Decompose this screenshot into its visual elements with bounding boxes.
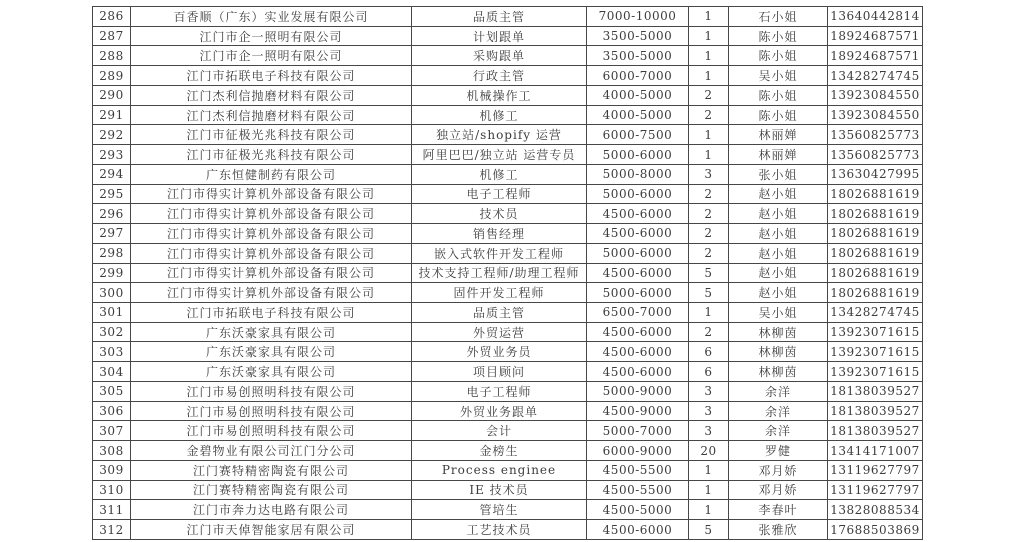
- row-number-cell: 309: [93, 460, 131, 480]
- headcount-cell: 3: [689, 381, 729, 401]
- table-row: [93, 85, 923, 105]
- contact-person-cell: 石小姐: [729, 7, 828, 27]
- job-position-cell: 外贸运营: [412, 322, 587, 342]
- phone-number-cell: 13428274745: [828, 303, 923, 323]
- company-name-cell: 百香顺（广东）实业发展有限公司: [131, 7, 412, 27]
- salary-range-cell: 5000-6000: [587, 184, 689, 204]
- table-row: [93, 243, 923, 263]
- job-position-cell: 项目顾问: [412, 362, 587, 382]
- row-number-cell: 291: [93, 105, 131, 125]
- job-position-cell: 外贸业务跟单: [412, 401, 587, 421]
- salary-range-cell: 3500-5000: [587, 46, 689, 66]
- company-name-cell: 江门市企一照明有限公司: [131, 26, 412, 46]
- company-name-cell: 江门市企一照明有限公司: [131, 46, 412, 66]
- job-position-cell: 阿里巴巴/独立站 运营专员: [412, 145, 587, 165]
- contact-person-cell: 赵小姐: [729, 263, 828, 283]
- phone-number-cell: 13923084550: [828, 105, 923, 125]
- row-number-cell: 293: [93, 145, 131, 165]
- table-row: [93, 362, 923, 382]
- phone-number-cell: 18138039527: [828, 401, 923, 421]
- row-number-cell: 310: [93, 480, 131, 500]
- company-name-cell: 广东沃豪家具有限公司: [131, 322, 412, 342]
- job-listings-table: [92, 6, 923, 540]
- salary-range-cell: 6000-9000: [587, 441, 689, 461]
- row-number-cell: 298: [93, 243, 131, 263]
- contact-person-cell: 邓月娇: [729, 480, 828, 500]
- salary-range-cell: 5000-7000: [587, 421, 689, 441]
- phone-number-cell: 13923071615: [828, 362, 923, 382]
- job-position-cell: 采购跟单: [412, 46, 587, 66]
- job-position-cell: 机修工: [412, 164, 587, 184]
- contact-person-cell: 赵小姐: [729, 184, 828, 204]
- salary-range-cell: 4000-5000: [587, 105, 689, 125]
- contact-person-cell: 林柳茵: [729, 322, 828, 342]
- job-position-cell: 机械操作工: [412, 85, 587, 105]
- row-number-cell: 302: [93, 322, 131, 342]
- salary-range-cell: 5000-6000: [587, 243, 689, 263]
- company-name-cell: 广东沃豪家具有限公司: [131, 362, 412, 382]
- company-name-cell: 江门赛特精密陶瓷有限公司: [131, 480, 412, 500]
- phone-number-cell: 18924687571: [828, 26, 923, 46]
- job-position-cell: 品质主管: [412, 7, 587, 27]
- salary-range-cell: 5000-6000: [587, 145, 689, 165]
- phone-number-cell: 13119627797: [828, 480, 923, 500]
- job-position-cell: 技术支持工程师/助理工程师: [412, 263, 587, 283]
- headcount-cell: 2: [689, 322, 729, 342]
- phone-number-cell: 13630427995: [828, 164, 923, 184]
- salary-range-cell: 3500-5000: [587, 26, 689, 46]
- table-row: [93, 125, 923, 145]
- salary-range-cell: 4500-6000: [587, 520, 689, 540]
- contact-person-cell: 余洋: [729, 421, 828, 441]
- company-name-cell: 广东恒健制药有限公司: [131, 164, 412, 184]
- headcount-cell: 6: [689, 342, 729, 362]
- salary-range-cell: 4500-6000: [587, 224, 689, 244]
- salary-range-cell: 5000-8000: [587, 164, 689, 184]
- table-row: [93, 26, 923, 46]
- phone-number-cell: 18026881619: [828, 204, 923, 224]
- company-name-cell: 江门市得实计算机外部设备有限公司: [131, 263, 412, 283]
- row-number-cell: 290: [93, 85, 131, 105]
- salary-range-cell: 4500-5000: [587, 500, 689, 520]
- contact-person-cell: 赵小姐: [729, 243, 828, 263]
- phone-number-cell: 18026881619: [828, 184, 923, 204]
- headcount-cell: 5: [689, 520, 729, 540]
- row-number-cell: 307: [93, 421, 131, 441]
- table-row: [93, 263, 923, 283]
- headcount-cell: 3: [689, 421, 729, 441]
- company-name-cell: 江门市拓联电子科技有限公司: [131, 303, 412, 323]
- salary-range-cell: 6000-7000: [587, 66, 689, 86]
- table-row: [93, 500, 923, 520]
- contact-person-cell: 陈小姐: [729, 26, 828, 46]
- contact-person-cell: 罗健: [729, 441, 828, 461]
- phone-number-cell: 13923071615: [828, 322, 923, 342]
- phone-number-cell: 18026881619: [828, 283, 923, 303]
- headcount-cell: 1: [689, 66, 729, 86]
- job-position-cell: 会计: [412, 421, 587, 441]
- company-name-cell: 江门市得实计算机外部设备有限公司: [131, 243, 412, 263]
- phone-number-cell: 17688503869: [828, 520, 923, 540]
- headcount-cell: 1: [689, 7, 729, 27]
- headcount-cell: 3: [689, 164, 729, 184]
- contact-person-cell: 李春叶: [729, 500, 828, 520]
- table-row: [93, 520, 923, 540]
- table-row: [93, 441, 923, 461]
- table-row: [93, 322, 923, 342]
- contact-person-cell: 林丽婵: [729, 145, 828, 165]
- row-number-cell: 296: [93, 204, 131, 224]
- phone-number-cell: 13640442814: [828, 7, 923, 27]
- headcount-cell: 5: [689, 283, 729, 303]
- headcount-cell: 3: [689, 401, 729, 421]
- job-position-cell: 行政主管: [412, 66, 587, 86]
- headcount-cell: 2: [689, 224, 729, 244]
- company-name-cell: 江门市易创照明科技有限公司: [131, 421, 412, 441]
- table-row: [93, 184, 923, 204]
- company-name-cell: 江门市天倬智能家居有限公司: [131, 520, 412, 540]
- salary-range-cell: 4500-6000: [587, 342, 689, 362]
- headcount-cell: 1: [689, 480, 729, 500]
- job-position-cell: 金榜生: [412, 441, 587, 461]
- table-row: [93, 480, 923, 500]
- company-name-cell: 江门市易创照明科技有限公司: [131, 401, 412, 421]
- headcount-cell: 6: [689, 362, 729, 382]
- table-row: [93, 145, 923, 165]
- contact-person-cell: 张小姐: [729, 164, 828, 184]
- company-name-cell: 江门市得实计算机外部设备有限公司: [131, 224, 412, 244]
- headcount-cell: 2: [689, 243, 729, 263]
- job-position-cell: 技术员: [412, 204, 587, 224]
- job-position-cell: 嵌入式软件开发工程师: [412, 243, 587, 263]
- row-number-cell: 294: [93, 164, 131, 184]
- row-number-cell: 311: [93, 500, 131, 520]
- table-row: [93, 224, 923, 244]
- headcount-cell: 1: [689, 145, 729, 165]
- company-name-cell: 江门市征极光兆科技有限公司: [131, 145, 412, 165]
- row-number-cell: 300: [93, 283, 131, 303]
- salary-range-cell: 4500-6000: [587, 263, 689, 283]
- row-number-cell: 308: [93, 441, 131, 461]
- company-name-cell: 江门市拓联电子科技有限公司: [131, 66, 412, 86]
- job-position-cell: 品质主管: [412, 303, 587, 323]
- job-position-cell: 销售经理: [412, 224, 587, 244]
- contact-person-cell: 赵小姐: [729, 204, 828, 224]
- job-position-cell: 外贸业务员: [412, 342, 587, 362]
- job-position-cell: 电子工程师: [412, 381, 587, 401]
- salary-range-cell: 4500-6000: [587, 322, 689, 342]
- phone-number-cell: 13923084550: [828, 85, 923, 105]
- salary-range-cell: 6500-7000: [587, 303, 689, 323]
- phone-number-cell: 18026881619: [828, 243, 923, 263]
- contact-person-cell: 赵小姐: [729, 283, 828, 303]
- row-number-cell: 288: [93, 46, 131, 66]
- row-number-cell: 287: [93, 26, 131, 46]
- row-number-cell: 312: [93, 520, 131, 540]
- company-name-cell: 江门市得实计算机外部设备有限公司: [131, 283, 412, 303]
- contact-person-cell: 陈小姐: [729, 46, 828, 66]
- headcount-cell: 20: [689, 441, 729, 461]
- contact-person-cell: 赵小姐: [729, 224, 828, 244]
- phone-number-cell: 13560825773: [828, 125, 923, 145]
- salary-range-cell: 5000-6000: [587, 283, 689, 303]
- contact-person-cell: 林柳茵: [729, 342, 828, 362]
- salary-range-cell: 4500-5500: [587, 460, 689, 480]
- job-position-cell: 工艺技术员: [412, 520, 587, 540]
- row-number-cell: 289: [93, 66, 131, 86]
- salary-range-cell: 6000-7500: [587, 125, 689, 145]
- table-row: [93, 303, 923, 323]
- row-number-cell: 306: [93, 401, 131, 421]
- table-row: [93, 283, 923, 303]
- row-number-cell: 303: [93, 342, 131, 362]
- table-row: [93, 46, 923, 66]
- company-name-cell: 江门杰利信抛磨材料有限公司: [131, 85, 412, 105]
- salary-range-cell: 4500-6000: [587, 204, 689, 224]
- table-row: [93, 105, 923, 125]
- salary-range-cell: 4500-5500: [587, 480, 689, 500]
- table-row: [93, 421, 923, 441]
- job-table-body: [93, 7, 923, 540]
- job-position-cell: 管培生: [412, 500, 587, 520]
- headcount-cell: 1: [689, 460, 729, 480]
- phone-number-cell: 13428274745: [828, 66, 923, 86]
- company-name-cell: 江门市易创照明科技有限公司: [131, 381, 412, 401]
- table-row: [93, 401, 923, 421]
- table-row: [93, 164, 923, 184]
- company-name-cell: 江门杰利信抛磨材料有限公司: [131, 105, 412, 125]
- table-row: [93, 381, 923, 401]
- salary-range-cell: 5000-9000: [587, 381, 689, 401]
- table-row: [93, 460, 923, 480]
- phone-number-cell: 13828088534: [828, 500, 923, 520]
- company-name-cell: 江门市得实计算机外部设备有限公司: [131, 204, 412, 224]
- headcount-cell: 5: [689, 263, 729, 283]
- headcount-cell: 1: [689, 46, 729, 66]
- row-number-cell: 301: [93, 303, 131, 323]
- phone-number-cell: 18138039527: [828, 381, 923, 401]
- phone-number-cell: 18026881619: [828, 224, 923, 244]
- headcount-cell: 1: [689, 500, 729, 520]
- job-position-cell: 电子工程师: [412, 184, 587, 204]
- salary-range-cell: 4000-5000: [587, 85, 689, 105]
- job-position-cell: 机修工: [412, 105, 587, 125]
- row-number-cell: 286: [93, 7, 131, 27]
- headcount-cell: 2: [689, 184, 729, 204]
- company-name-cell: 江门赛特精密陶瓷有限公司: [131, 460, 412, 480]
- row-number-cell: 299: [93, 263, 131, 283]
- contact-person-cell: 邓月娇: [729, 460, 828, 480]
- headcount-cell: 2: [689, 105, 729, 125]
- headcount-cell: 1: [689, 303, 729, 323]
- job-position-cell: IE 技术员: [412, 480, 587, 500]
- headcount-cell: 2: [689, 204, 729, 224]
- headcount-cell: 1: [689, 26, 729, 46]
- table-row: [93, 204, 923, 224]
- contact-person-cell: 林柳茵: [729, 362, 828, 382]
- row-number-cell: 292: [93, 125, 131, 145]
- headcount-cell: 1: [689, 125, 729, 145]
- job-position-cell: 计划跟单: [412, 26, 587, 46]
- contact-person-cell: 吴小姐: [729, 303, 828, 323]
- table-row: [93, 66, 923, 86]
- contact-person-cell: 余洋: [729, 381, 828, 401]
- contact-person-cell: 余洋: [729, 401, 828, 421]
- salary-range-cell: 4500-6000: [587, 362, 689, 382]
- row-number-cell: 304: [93, 362, 131, 382]
- company-name-cell: 广东沃豪家具有限公司: [131, 342, 412, 362]
- job-position-cell: 独立站/shopify 运营: [412, 125, 587, 145]
- phone-number-cell: 13923071615: [828, 342, 923, 362]
- phone-number-cell: 13560825773: [828, 145, 923, 165]
- company-name-cell: 江门市征极光兆科技有限公司: [131, 125, 412, 145]
- table-row: [93, 342, 923, 362]
- company-name-cell: 江门市得实计算机外部设备有限公司: [131, 184, 412, 204]
- company-name-cell: 金碧物业有限公司江门分公司: [131, 441, 412, 461]
- company-name-cell: 江门市奔力达电路有限公司: [131, 500, 412, 520]
- salary-range-cell: 7000-10000: [587, 7, 689, 27]
- contact-person-cell: 陈小姐: [729, 85, 828, 105]
- phone-number-cell: 18138039527: [828, 421, 923, 441]
- contact-person-cell: 张雅欣: [729, 520, 828, 540]
- row-number-cell: 297: [93, 224, 131, 244]
- phone-number-cell: 13414171007: [828, 441, 923, 461]
- row-number-cell: 305: [93, 381, 131, 401]
- contact-person-cell: 林丽婵: [729, 125, 828, 145]
- contact-person-cell: 吴小姐: [729, 66, 828, 86]
- table-row: [93, 7, 923, 27]
- row-number-cell: 295: [93, 184, 131, 204]
- job-position-cell: Process enginee: [412, 460, 587, 480]
- phone-number-cell: 18026881619: [828, 263, 923, 283]
- salary-range-cell: 4500-9000: [587, 401, 689, 421]
- job-position-cell: 固件开发工程师: [412, 283, 587, 303]
- phone-number-cell: 13119627797: [828, 460, 923, 480]
- contact-person-cell: 陈小姐: [729, 105, 828, 125]
- headcount-cell: 2: [689, 85, 729, 105]
- phone-number-cell: 18924687571: [828, 46, 923, 66]
